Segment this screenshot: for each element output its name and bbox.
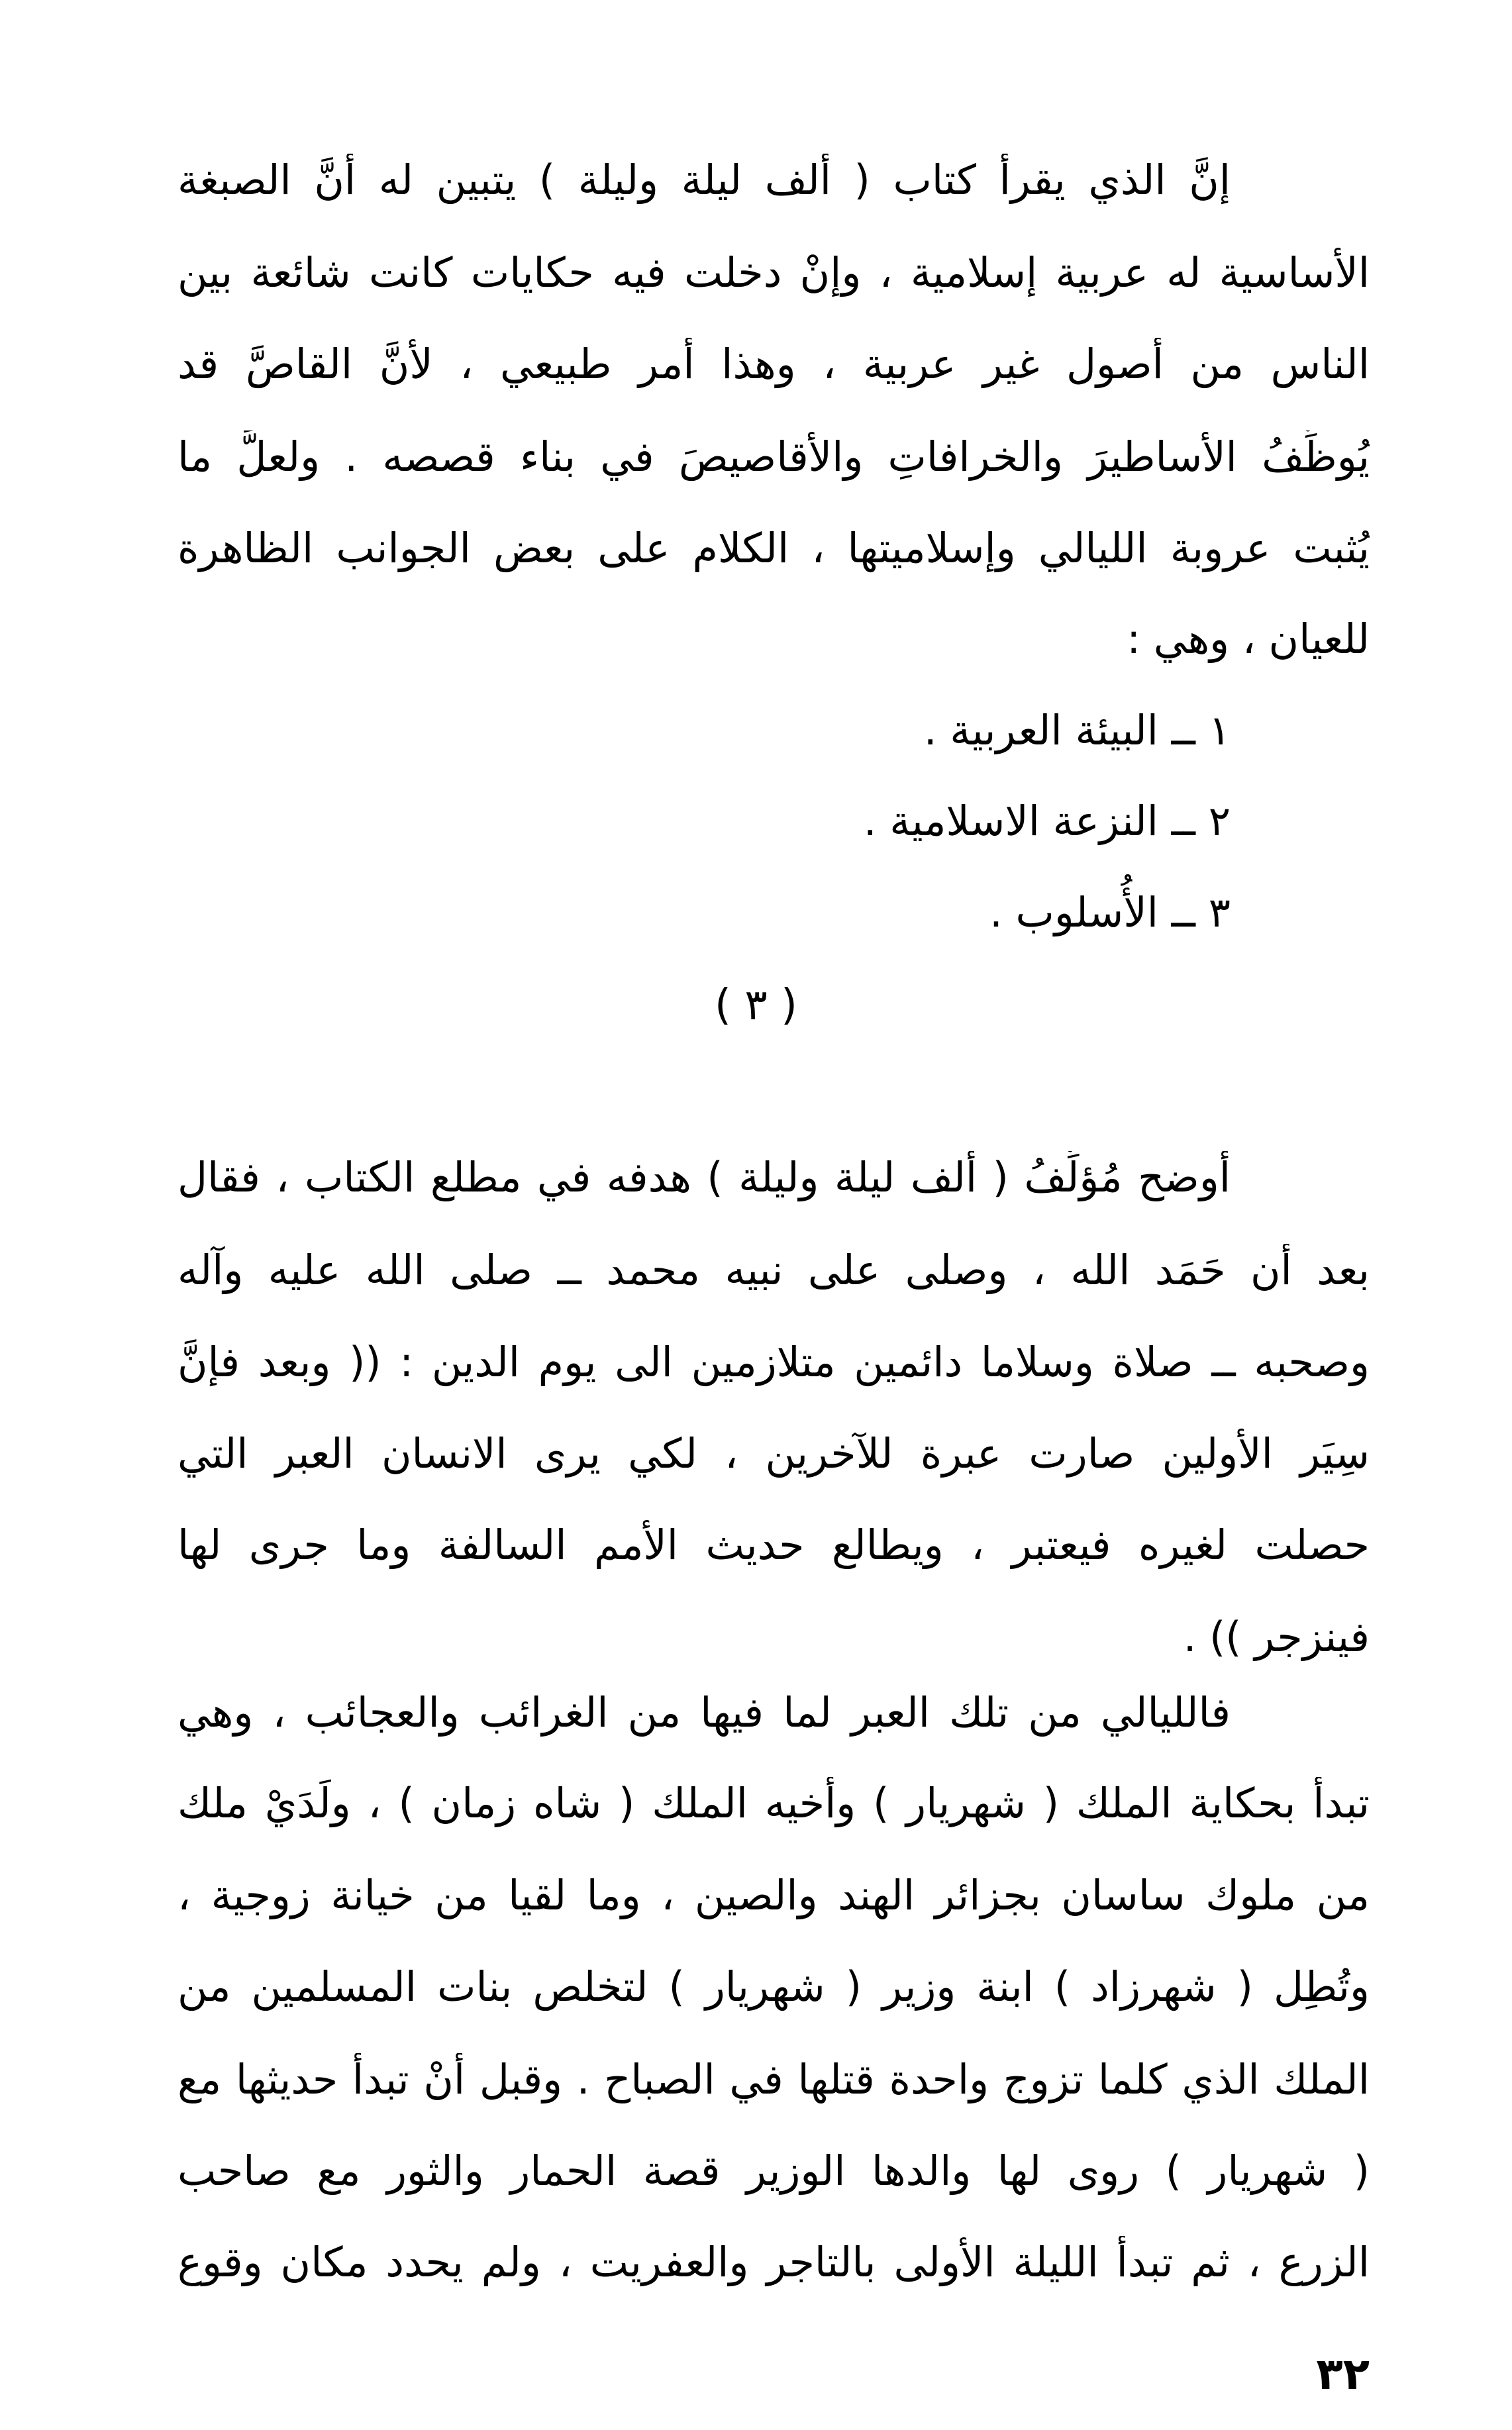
paragraph-1-line-3: الناس من أصول غير عربية ، وهذا أمر طبيعي ، لأنَّ القاصَّ قد [177, 340, 1370, 388]
paragraph-1-line-2: الأساسية له عربية إسلامية ، وإنْ دخلت فيه حكايات كانت شائعة بين [177, 248, 1370, 297]
paragraph-1-line-5: يُثبت عروبة الليالي وإسلاميتها ، الكلام على بعض الجوانب الظاهرة [177, 524, 1370, 572]
paragraph-3-line-1: فالليالي من تلك العبر لما فيها من الغرائب والعجائب ، وهي [177, 1688, 1231, 1737]
list-item-1: ١ ــ البيئة العربية . [923, 706, 1231, 754]
paragraph-2-line-5: حصلت لغيره فيعتبر ، ويطالع حديث الأُمم السالفة وما جرى لها [177, 1521, 1370, 1569]
paragraph-2-line-2: بعد أن حَمَد الله ، وصلى على نبيه محمد ــ صلى الله عليه وآله [177, 1246, 1370, 1294]
paragraph-3-line-7: الزرع ، ثم تبدأ الليلة الأُولى بالتاجر والعفريت ، ولم يحدد مكان وقوع [177, 2238, 1370, 2286]
section-number: ( ٣ ) [715, 981, 797, 1030]
paragraph-3-line-4: وتُطِل ( شهرزاد ) ابنة وزير ( شهريار ) لتخلص بنات المسلمين من [177, 1962, 1370, 2011]
paragraph-3-line-6: ( شهريار ) روى لها والدها الوزير قصة الحمار والثور مع صاحب [177, 2147, 1370, 2195]
paragraph-2-line-3: وصحبه ــ صلاة وسلاما دائمين متلازمين الى يوم الدين : (( وبعد فإنَّ [177, 1338, 1370, 1386]
paragraph-3-line-2: تبدأُ بحكاية الملك ( شهريار ) وأخيه الملك ( شاه زمان ) ، ولَدَيْ ملك [177, 1779, 1370, 1827]
paragraph-1-line-1: إنَّ الذي يقرأ كتاب ( ألف ليلة وليلة ) يتبين له أنَّ الصبغة [177, 156, 1231, 204]
paragraph-2-line-1: أوضح مُؤلِّفُ ( ألف ليلة وليلة ) هدفه في مطلع الكتاب ، فقال [177, 1153, 1231, 1201]
page-number: ٣٢ [1316, 2349, 1370, 2400]
paragraph-2-line-4: سِيَر الأولين صارت عبرة للآخرين ، لكي يرى الانسان العبر التي [177, 1429, 1370, 1478]
paragraph-1-line-6: للعيان ، وهي : [1127, 615, 1370, 663]
paragraph-3-line-5: الملك الذي كلما تزوج واحدة قتلها في الصباح . وقبل أنْ تبدأ حديثها مع [177, 2055, 1370, 2103]
list-item-2: ٢ ــ النزعة الاسلامية . [863, 797, 1231, 845]
paragraph-2-line-6: فينزجر )) . [1183, 1613, 1370, 1661]
paragraph-1-line-4: يُوظِّفُ الأساطيرَ والخرافاتِ والأقاصيصَ في بناء قصصه . ولعلَّ ما [177, 432, 1370, 481]
list-item-3: ٣ ــ الأُسلوب . [989, 888, 1231, 937]
paragraph-3-line-3: من ملوك ساسان بجزائر الهند والصين ، وما لقيا من خيانة زوجية ، [177, 1871, 1370, 1919]
